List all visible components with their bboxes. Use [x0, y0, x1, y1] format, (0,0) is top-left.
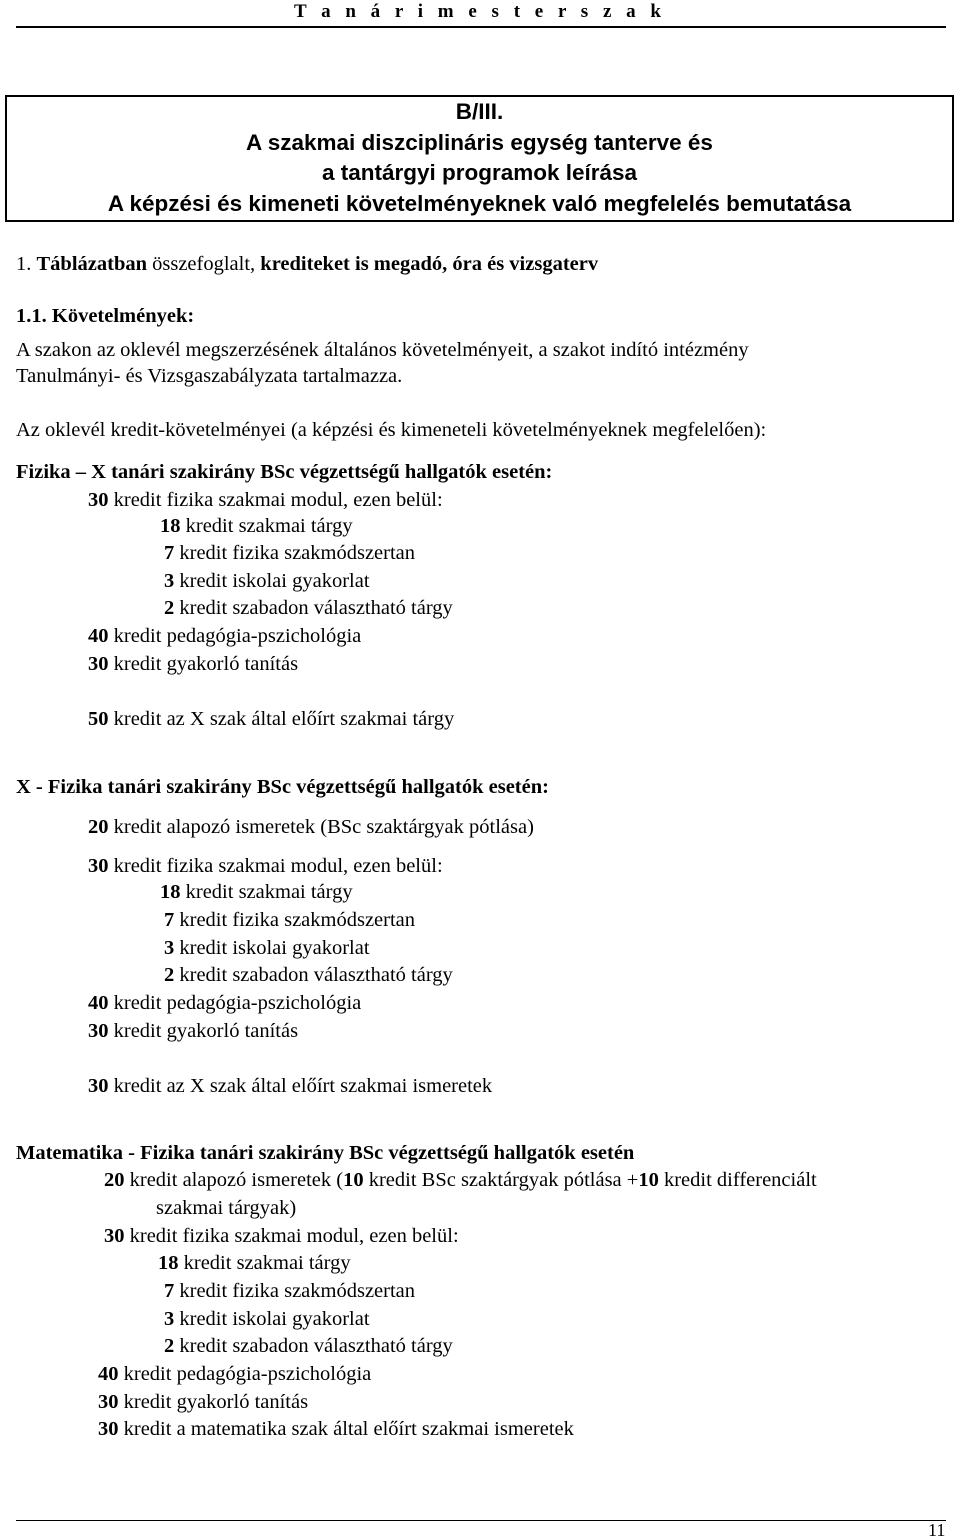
list-item [158, 1251, 351, 1275]
list-item [164, 908, 415, 932]
credit-text: kredit fizika szakmódszertan [174, 1280, 416, 1302]
list-item [164, 963, 453, 987]
credit-text: kredit pedagógia-pszichológia [108, 992, 362, 1014]
block-2-heading [16, 775, 549, 799]
credit-text: kredit szakmai tárgy [180, 881, 353, 903]
block-3-heading-text: Matematika - Fizika tanári szakirány BSc végzettségű hallgatók esetén [16, 1142, 635, 1164]
credit-number: 50 [88, 708, 109, 730]
header-rule [16, 26, 946, 28]
section-mid: összefoglalt, [152, 253, 256, 275]
title-line-2: A szakmai diszciplináris egység tanterve és [246, 129, 713, 155]
list-item [164, 1279, 415, 1303]
list-item [88, 991, 361, 1015]
title-box [5, 95, 954, 222]
credit-number: 3 [164, 570, 175, 592]
para-1-line-2: Tanulmányi- és Vizsgaszabályzata tartalmazza. [16, 365, 403, 387]
credit-number: 20 [104, 1169, 125, 1191]
section-1-1-heading-text: 1.1. Követelmények: [16, 305, 195, 327]
list-item [88, 854, 443, 878]
list-item [164, 541, 415, 565]
credit-text: kredit szabadon választható tárgy [174, 597, 453, 619]
credit-number: 7 [164, 542, 175, 564]
credit-number: 30 [88, 1075, 109, 1097]
list-item [164, 596, 453, 620]
section-1-heading [16, 252, 598, 276]
credit-number: 3 [164, 937, 175, 959]
credit-text: kredit gyakorló tanítás [108, 1020, 299, 1042]
credit-number: 30 [88, 653, 109, 675]
credit-text: kredit fizika szakmai modul, ezen belül: [124, 1225, 459, 1247]
section-bold-2: krediteket is megadó, óra és vizsgaterv [260, 253, 599, 275]
credit-number: 10 [343, 1169, 364, 1191]
credit-number: 30 [98, 1418, 119, 1440]
list-item [104, 1224, 459, 1248]
block-2-heading-text: X - Fizika tanári szakirány BSc végzettségű hallgatók esetén: [16, 776, 549, 798]
list-item [164, 1334, 453, 1358]
credit-text: kredit iskolai gyakorlat [174, 1308, 370, 1330]
list-item [88, 815, 534, 839]
credit-text: kredit BSc szaktárgyak pótlása + [363, 1169, 639, 1191]
credit-text: kredit pedagógia-pszichológia [118, 1363, 372, 1385]
credit-text: kredit fizika szakmai modul, ezen belül: [108, 489, 443, 511]
credit-number: 30 [98, 1391, 119, 1413]
section-1-1-heading [16, 304, 194, 328]
credit-number: 40 [88, 625, 109, 647]
block-1-heading-text: Fizika – X tanári szakirány BSc végzettségű hallgatók esetén: [16, 461, 553, 483]
credit-number: 40 [98, 1363, 119, 1385]
credit-number: 2 [164, 1335, 175, 1357]
list-item [88, 488, 443, 512]
credit-number: 2 [164, 964, 175, 986]
list-item [160, 880, 353, 904]
footer-rule [16, 1520, 946, 1521]
list-item [88, 707, 454, 731]
credit-number: 7 [164, 909, 175, 931]
credit-number: 20 [88, 816, 109, 838]
credit-number: 30 [104, 1225, 125, 1247]
credit-text: kredit fizika szakmai modul, ezen belül: [108, 855, 443, 877]
credit-number: 18 [160, 515, 181, 537]
credit-text: kredit pedagógia-pszichológia [108, 625, 362, 647]
credit-text: kredit az X szak által előírt szakmai tárgy [108, 708, 455, 730]
list-item [164, 569, 370, 593]
section-number: 1. [16, 253, 32, 275]
list-item [98, 1362, 371, 1386]
credit-text: kredit fizika szakmódszertan [174, 542, 416, 564]
credit-number: 7 [164, 1280, 175, 1302]
credit-text: kredit szabadon választható tárgy [174, 964, 453, 986]
list-item-continuation: szakmai tárgyak) [156, 1197, 297, 1219]
credit-number: 18 [160, 881, 181, 903]
credit-text: kredit alapozó ismeretek ( [124, 1169, 344, 1191]
credit-text: kredit iskolai gyakorlat [174, 570, 370, 592]
credit-number: 2 [164, 597, 175, 619]
list-item [164, 936, 370, 960]
credit-text: kredit fizika szakmódszertan [174, 909, 416, 931]
list-item [98, 1417, 574, 1441]
list-item [88, 1019, 298, 1043]
title-line-4: A képzési és kimeneti követelményeknek való megfelelés bemutatása [107, 190, 852, 216]
list-item [98, 1390, 308, 1414]
para-2: Az oklevél kredit-követelményei (a képzési és kimeneteli követelményeknek megfelelően): [16, 419, 767, 441]
section-bold: Táblázatban [36, 253, 147, 275]
credit-text: kredit iskolai gyakorlat [174, 937, 370, 959]
credit-text: kredit az X szak által előírt szakmai ismeretek [108, 1075, 493, 1097]
credit-text: kredit szakmai tárgy [178, 1252, 351, 1274]
credit-number: 40 [88, 992, 109, 1014]
credit-text: kredit szakmai tárgy [180, 515, 353, 537]
credit-number: 30 [88, 489, 109, 511]
running-title: T a n á r i m e s t e r s z a k [294, 1, 666, 22]
title-line-3: a tantárgyi programok leírása [321, 160, 638, 185]
page-number: 11 [928, 1520, 946, 1540]
block-1-heading [16, 460, 552, 484]
credit-text: kredit gyakorló tanítás [108, 653, 299, 675]
credit-number: 30 [88, 855, 109, 877]
credit-text: kredit gyakorló tanítás [118, 1391, 309, 1413]
list-item [88, 624, 361, 648]
credit-text: kredit differenciált [658, 1169, 817, 1191]
credit-text: kredit alapozó ismeretek (BSc szaktárgyak pótlása) [108, 816, 534, 838]
list-item [104, 1168, 817, 1192]
credit-number: 3 [164, 1308, 175, 1330]
list-item [88, 652, 298, 676]
list-item [164, 1307, 370, 1331]
credit-text: kredit a matematika szak által előírt szakmai ismeretek [118, 1418, 574, 1440]
title-line-1: B/III. [455, 99, 504, 124]
credit-text: kredit szabadon választható tárgy [174, 1335, 453, 1357]
list-item [160, 514, 353, 538]
block-3-heading [16, 1141, 634, 1165]
credit-number: 30 [88, 1020, 109, 1042]
credit-number: 10 [638, 1169, 659, 1191]
credit-number: 18 [158, 1252, 179, 1274]
para-1-line-1: A szakon az oklevél megszerzésének általános követelményeit, a szakot indító intézmény [16, 339, 749, 361]
list-item [88, 1074, 492, 1098]
